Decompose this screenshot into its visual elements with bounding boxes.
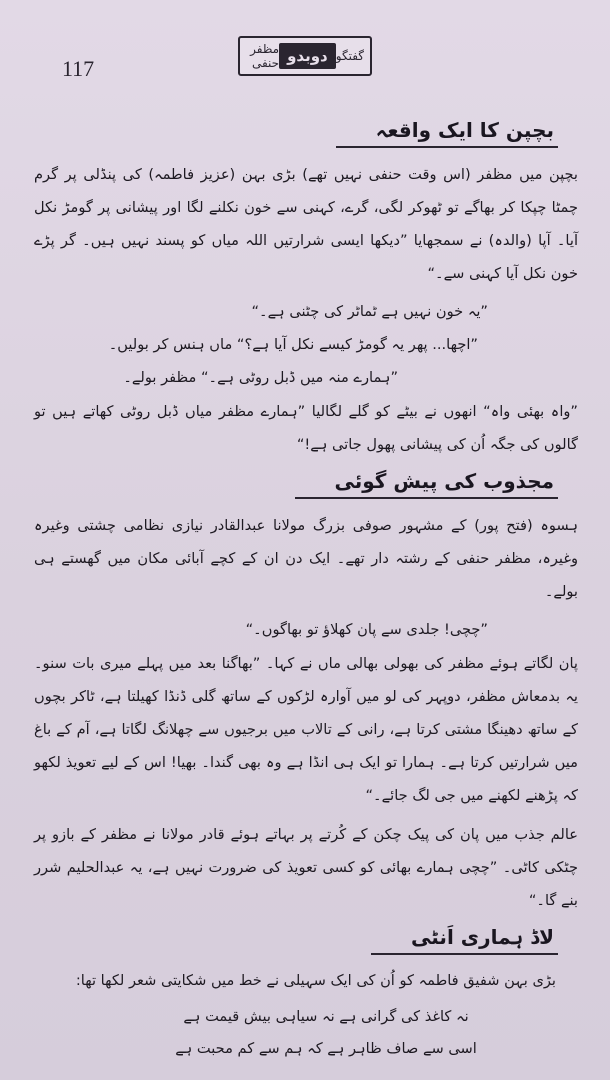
- header-logo: [238, 36, 372, 76]
- paragraph: پان لگاتے ہوئے مظفر کی بھولی بھالی ماں نے کہا۔ ”بھاگنا بعد میں پہلے میری بات سنو۔ یہ بدمعاش مظفر، دوپہر کی لو میں آوارہ لڑکوں کے ساتھ گلی ڈنڈا کھیلتا ہے، ٹاکر بچوں کے ساتھ دھینگا مشتی کرتا ہے، رانی کے تالاب میں برجیوں سے چھلانگ لگاتا ہے، آم کے باغ میں شرارتیں کرتا ہے۔ ہمارا تو ایک ہی انڈا ہے وہ بھی گندا۔ بھیا! اس کے لیے تعویذ لکھو کہ پڑھنے لکھنے میں جی لگ جائے۔“: [34, 655, 578, 804]
- paragraph: بچپن میں مظفر (اس وقت حنفی نہیں تھے) بڑی بہن (عزیز فاطمہ) کی پنڈلی پر گرم چمٹا چپکا کر بھاگے تو ٹھوکر لگی، گرے، کہنی سے خون نکلنے لگا اور پیشانی پر گومڑ نکل آیا۔ آپا (والدہ) نے سمجھایا ”دیکھا ایسی شرارتیں اللہ میاں کو پسند نہیں ہیں۔ گر پڑے خون نکل آیا کہنی سے۔“: [34, 166, 578, 282]
- verse-line: نہ کاغذ کی گرانی ہے نہ سیاہی بیش قیمت ہے: [183, 1008, 469, 1025]
- paragraph: بڑی بہن شفیق فاطمہ کو اُن کی ایک سہیلی نے خط میں شکایتی شعر لکھا تھا:: [75, 972, 556, 989]
- dialogue-line: ”ہمارے منہ میں ڈبل روٹی ہے۔“ مظفر بولے۔: [123, 369, 398, 386]
- page-content: [34, 110, 578, 1065]
- section-heading-wrap: [34, 925, 578, 955]
- dialogue-line: ”یہ خون نہیں ہے ٹماٹر کی چٹنی ہے۔“: [251, 303, 488, 320]
- dialogue-line: ”چچی! جلدی سے پان کھلاؤ تو بھاگوں۔“: [245, 621, 488, 638]
- paragraph: ہسوہ (فتح پور) کے مشہور صوفی بزرگ مولانا عبدالقادر نیازی نظامی چشتی وغیرہ وغیرہ، مظفر حنفی کے رشتہ دار تھے۔ ایک دن ان کے کچے آبائی مکان میں گھستے ہی بولے۔: [34, 517, 578, 600]
- section-heading-prophecy: مجذوب کی پیش گوئی: [295, 469, 559, 499]
- dialogue-line: ”واہ بھئی واہ“ انھوں نے بیٹے کو گلے لگالیا ”ہمارے مظفر میاں ڈبل روٹی کھاتے ہیں تو گالوں کی جگہ اُن کی پیشانی پھول جاتی ہے!“: [34, 403, 578, 453]
- header-right-text: گفتگو: [335, 49, 364, 63]
- dialogue-line: ”اچھا... پھر یہ گومڑ کیسے نکل آیا ہے؟“ ماں ہنس کر بولیں۔: [108, 336, 478, 353]
- paragraph: عالم جذب میں پان کی پیک چکن کے کُرتے پر بہاتے ہوئے قادر مولانا نے مظفر کے بازو پر چٹکی کاٹی۔ ”چچی ہمارے بھائی کو کسی تعویذ کی ضرورت نہیں ہے، یہ عبدالحلیم شرر بنے گا۔“: [34, 826, 578, 909]
- section-heading-childhood: بچپن کا ایک واقعہ: [336, 118, 558, 148]
- header-center-text: دوبدو: [279, 43, 336, 69]
- page-number: 117: [62, 56, 95, 81]
- section-heading-affection: لاڈ ہماری اَنٹی: [371, 925, 558, 955]
- section-heading-wrap: [34, 469, 578, 499]
- verse-line: اسی سے صاف ظاہر ہے کہ ہم سے کم محبت ہے: [175, 1040, 477, 1057]
- section-heading-wrap: [34, 118, 578, 148]
- header-left-text: مظفر حنفی: [250, 42, 280, 70]
